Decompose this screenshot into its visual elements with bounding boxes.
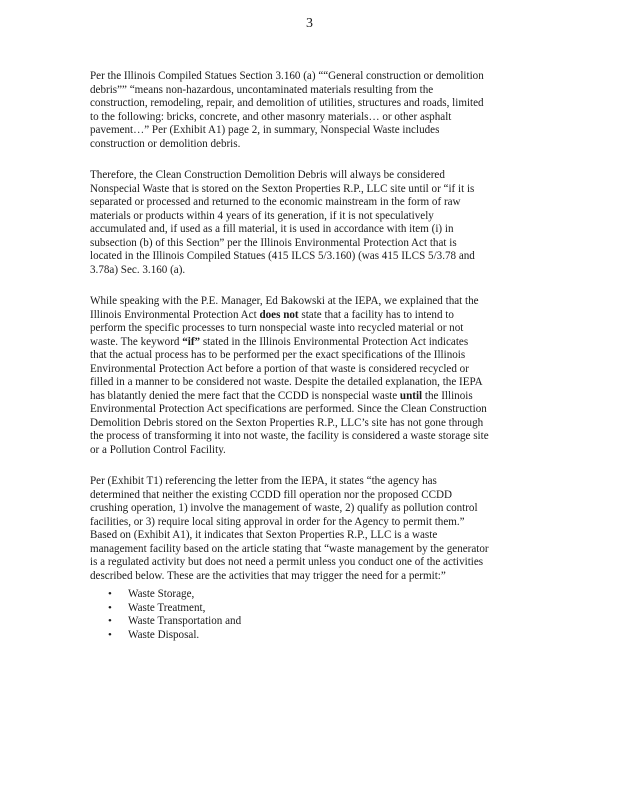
text-line: has blatantly denied the mere fact that the CCDD is nonspecial waste until the Illinois: [90, 389, 473, 402]
paragraph-exhibit-t1: [90, 475, 530, 583]
text-line: crushing operation, 1) involve the management of waste, 2) qualify as pollution control: [90, 502, 478, 514]
text-line: determined that neither the existing CCDD fill operation nor the proposed CCDD: [90, 488, 453, 501]
text-line: Per (Exhibit T1) referencing the letter from the IEPA, it states “the agency has: [90, 475, 437, 487]
text-line: construction, remodeling, repair, and demolition of utilities, structures and roads, limited: [90, 97, 484, 109]
text-line: is a regulated activity but does not need a permit unless you conduct one of the activities: [90, 556, 484, 568]
text-line: perform the specific processes to turn nonspecial waste into recycled material or not: [90, 322, 464, 334]
text-line: separated or processed and returned to the economic mainstream in the form of raw: [90, 196, 461, 208]
page-number: 3: [306, 16, 313, 31]
text-line: management facility based on the article stating that “waste management by the generator: [90, 542, 489, 555]
text-line: filled in a manner to be considered not waste. Despite the detailed explanation, the IEPA: [90, 376, 483, 388]
text-line: construction or demolition debris.: [90, 137, 241, 150]
text-line: facilities, or 3) require local siting approval in order for the Agency to permit them.”: [90, 515, 465, 528]
text-line: Environmental Protection Act before a portion of that waste is considered recycled or: [90, 362, 469, 375]
text-line: or a Pollution Control Facility.: [90, 443, 226, 456]
text-line: Illinois Environmental Protection Act does not state that a facility has to intend to: [90, 308, 454, 321]
text-line: While speaking with the P.E. Manager, Ed Bakowski at the IEPA, we explained that the: [90, 295, 479, 307]
paragraph-definition: [90, 70, 530, 151]
paragraph-iepa-discussion: [90, 295, 530, 457]
list-item: • Waste Storage,: [108, 588, 241, 602]
text-line: the process of transforming it into not waste, the facility is considered a waste storage site: [90, 430, 489, 442]
list-item: • Waste Treatment,: [108, 602, 241, 616]
list-item: • Waste Transportation and: [108, 615, 241, 629]
text-line: Environmental Protection Act specifications are performed. Since the Clean Construction: [90, 403, 487, 415]
text-line: described below. These are the activities that may trigger the need for a permit:”: [90, 569, 446, 582]
text-line: Based on (Exhibit A1), it indicates that Sexton Properties R.P., LLC is a waste: [90, 529, 438, 541]
text-line: located in the Illinois Compiled Statues (415 ILCS 5/3.160) (was 415 ILCS 5/3.78 and: [90, 250, 475, 262]
text-line: Demolition Debris stored on the Sexton Properties R.P., LLC’s site has not gone through: [90, 416, 484, 429]
text-line: materials or products within 4 years of its generation, if it is not speculatively: [90, 209, 434, 222]
text-line: accumulated and, if used as a fill material, it is used in accordance with item (i) in: [90, 223, 454, 235]
text-line: that the actual process has to be performed per the exact specifications of the Illinois: [90, 349, 466, 361]
text-line: Per the Illinois Compiled Statues Section 3.160 (a) ““General construction or demolition: [90, 70, 484, 82]
text-line: Therefore, the Clean Construction Demolition Debris will always be considered: [90, 169, 445, 181]
text-line: to the following: bricks, concrete, and other masonry materials… or other asphalt: [90, 110, 452, 123]
text-line: 3.78a) Sec. 3.160 (a).: [90, 263, 186, 276]
list-item: • Waste Disposal.: [108, 629, 241, 643]
paragraph-therefore: [90, 169, 530, 277]
text-line: debris”” “means non-hazardous, uncontaminated materials resulting from the: [90, 83, 434, 96]
text-line: subsection (b) of this Section” per the Illinois Environmental Protection Act that is: [90, 236, 457, 249]
activities-list: [108, 588, 241, 642]
text-line: Nonspecial Waste that is stored on the Sexton Properties R.P., LLC site until or “if it is: [90, 182, 475, 195]
text-line: waste. The keyword “if” stated in the Illinois Environmental Protection Act indicates: [90, 335, 469, 348]
text-line: pavement…” Per (Exhibit A1) page 2, in summary, Nonspecial Waste includes: [90, 124, 440, 136]
